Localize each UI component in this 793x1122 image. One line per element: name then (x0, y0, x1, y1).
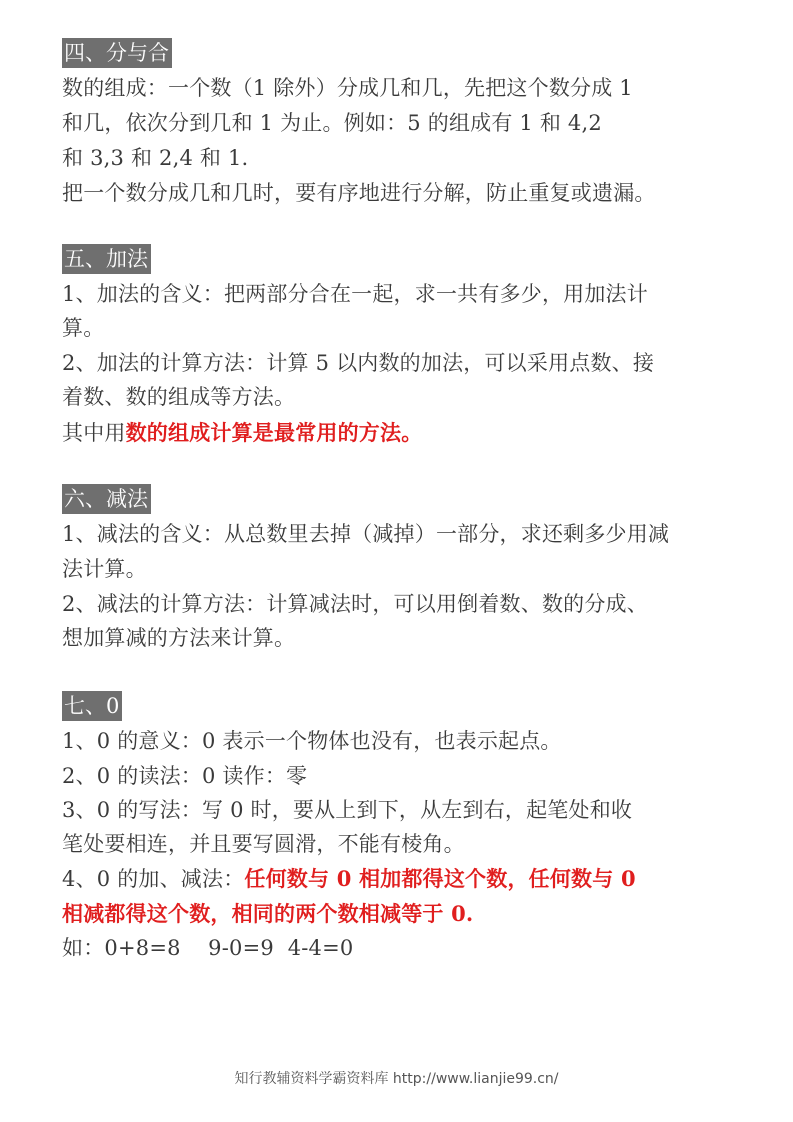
text-line: 2、减法的计算方法：计算减法时，可以用倒着数、数的分成、 (62, 592, 648, 616)
text-line: 3、0 的写法：写 0 时，要从上到下，从左到右，起笔处和收 (62, 798, 633, 822)
text-line: 算。 (62, 316, 105, 340)
text-line: 着数、数的组成等方法。 (62, 385, 296, 409)
item4-emphasis: 任何数与 0 相加都得这个数，任何数与 0 (244, 866, 636, 891)
text-line: 把一个数分成几和几时，要有序地进行分解，防止重复或遗漏。 (62, 181, 656, 205)
section-heading-jian-fa: 六、减法 (62, 484, 151, 514)
footer-watermark: 知行教辅资料学霸资料库 http://www.lianjie99.cn/ (234, 1071, 559, 1087)
highlight-line (62, 418, 422, 448)
text-line: 想加算减的方法来计算。 (62, 626, 296, 650)
text-line: 2、加法的计算方法：计算 5 以内数的加法，可以采用点数、接 (62, 351, 655, 375)
item4-prefix: 4、0 的加、减法： (62, 867, 245, 891)
text-line: 数的组成：一个数（1 除外）分成几和几，先把这个数分成 1 (62, 76, 633, 100)
section-heading-fen-yu-he: 四、分与合 (62, 38, 172, 68)
highlight-prefix: 其中用 (62, 421, 126, 445)
text-line: 1、减法的含义：从总数里去掉（减掉）一部分，求还剩多少用减 (62, 522, 670, 546)
section-heading-zero: 七、0 (62, 691, 122, 721)
text-line: 笔处要相连，并且要写圆滑，不能有棱角。 (62, 832, 465, 856)
text-line: 和几，依次分到几和 1 为止。例如：5 的组成有 1 和 4,2 (62, 111, 602, 135)
item4-line (62, 864, 636, 894)
item4-emphasis-continued: 相减都得这个数，相同的两个数相减等于 0. (62, 901, 474, 926)
section-heading-jia-fa: 五、加法 (62, 244, 151, 274)
text-line: 1、0 的意义：0 表示一个物体也没有，也表示起点。 (62, 729, 562, 753)
example-line: 如：0+8=8 9-0=9 4-4=0 (62, 936, 354, 960)
highlight-emphasis: 数的组成计算是最常用的方法。 (125, 420, 423, 445)
text-line: 和 3,3 和 2,4 和 1. (62, 146, 249, 170)
text-line: 法计算。 (62, 557, 147, 581)
text-line: 2、0 的读法：0 读作：零 (62, 764, 308, 788)
text-line: 1、加法的含义：把两部分合在一起，求一共有多少，用加法计 (62, 282, 648, 306)
